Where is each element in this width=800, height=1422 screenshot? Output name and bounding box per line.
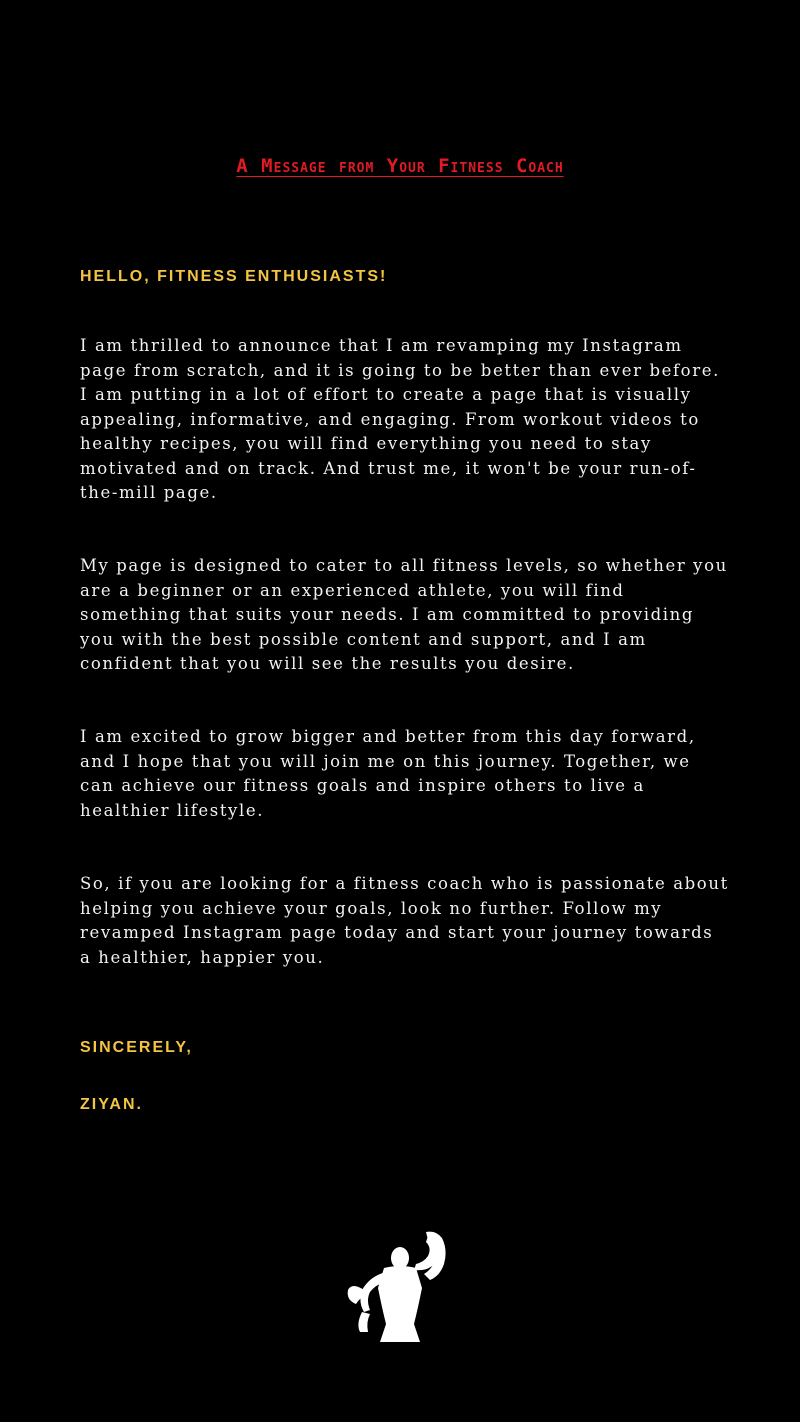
greeting: HELLO, FITNESS ENTHUSIASTS! <box>80 268 388 285</box>
bodybuilder-flexing-icon <box>340 1228 460 1344</box>
signoff: SINCERELY, <box>80 1039 193 1056</box>
paragraph-4: So, if you are looking for a fitness coach who is passionate about helping you achieve your goals, look no further. Follow my revamped Instagram page today and start your journey towards a healthier, happier you. <box>80 874 729 967</box>
signature: ZIYAN. <box>80 1096 143 1113</box>
paragraph-3: I am excited to grow bigger and better from this day forward, and I hope that you will join me on this journey. Together, we can achieve our fitness goals and inspire others to live a healthier lifestyle. <box>80 727 696 820</box>
page-title: A Message from Your Fitness Coach <box>236 155 564 177</box>
paragraph-1: I am thrilled to announce that I am revamping my Instagram page from scratch, and it is going to be better than ever before. I am putting in a lot of effort to create a page that is visually appealing, informative, and engaging. From workout videos to healthy recipes, you will find everything you need to stay motivated and on track. And trust me, it won't be your run-of-the-mill page. <box>80 336 720 502</box>
paragraph-2: My page is designed to cater to all fitness levels, so whether you are a beginner or an experienced athlete, you will find something that suits your needs. I am committed to providing you with the best possible content and support, and I am confident that you will see the results you desire. <box>80 556 728 673</box>
